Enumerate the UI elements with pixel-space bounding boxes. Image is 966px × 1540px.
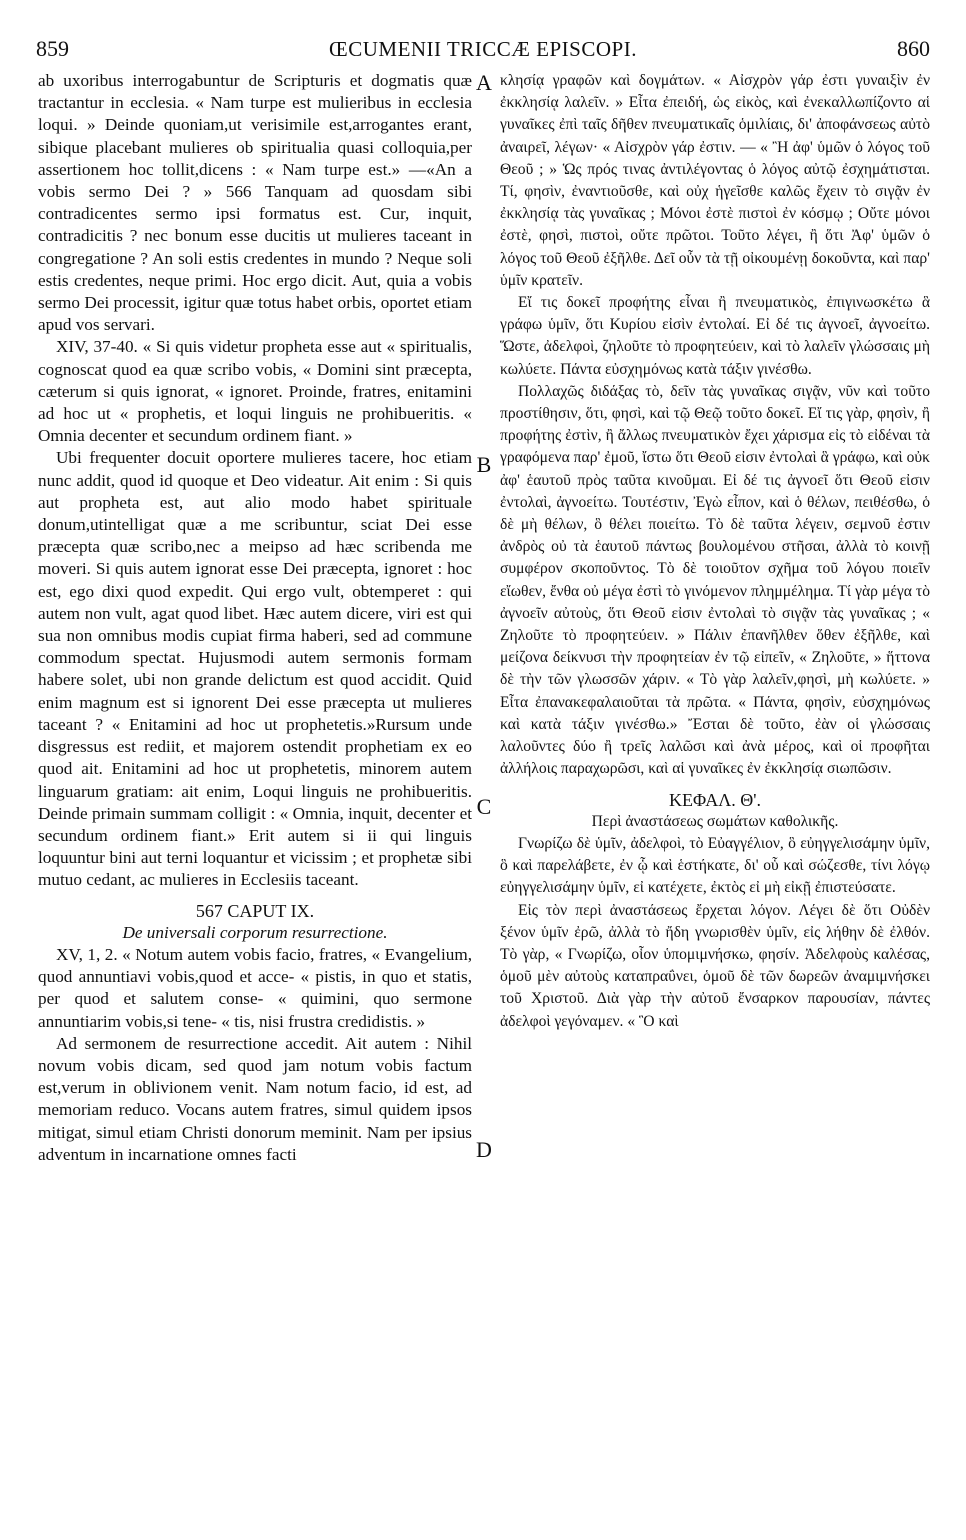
margin-marker-a: A [476, 70, 492, 95]
right-page-number: 860 [897, 36, 930, 61]
greek-chapter-heading: ΚΕΦΑΛ. Θ'. [668, 789, 762, 810]
latin-paragraph: XIV, 37-40. « Si quis videtur propheta esse aut « spiritualis, cognoscat quod ea quæ scribo vobis, « Domini sint præcepta, cæterum si quis ignorat, « ignoret. Proinde, fratres, enitamini ad hoc ut « prophetis, et loqui linguis ne prohibueritis. « Omnia decenter et secundum ordinem fiant. » [38, 337, 472, 446]
greek-paragraph: Πολλαχῶς διδάξας τὸ, δεῖν τὰς γυναῖκας σιγᾷν, νῦν καὶ τοῦτο προστίθησιν, ὅτι, φησὶ, καὶ τῷ Θεῷ τοῦτο δοκεῖ. Εἴ τις γὰρ, φησὶν, ἢ προφήτης ἐστὶν, ἢ ἄλλως πνευματικὸν ἔχει χάρισμα εἰς τὸ εἰδέναι τὰ γραφόμενα παρ' ἐμοῦ, ἴστω ὅτι Θεοῦ εἰσιν ἐντολαὶ ἃ γράφω, καὶ οὐκ ἀφ' ἑαυτοῦ πρὸς ταῦτα κινοῦμαι. Εἰ δέ τις ἀγνοεῖ ὅτι Θεοῦ εἰσιν ἐντολαὶ, ἀγνοείτω. Τουτέστιν, Ἐγὼ εἶπον, καὶ ὁ θέλων, πειθέσθω, ὁ δὲ μὴ θέλων, ὃ θέλει ποιείτω. Τὸ δὲ ταῦτα λέγειν, σεμνοῦ ἐστιν ἀνδρὸς οὐ τὰ ἑαυτοῦ πάντως βουλομένου στῆσαι, ἀλλὰ τὸ κοινῇ συμφέρον σκοποῦντος. Τὸ δὲ τοιοῦτον σχῆμα τοῦ λόγου ποιεῖν εἴωθεν, ἔνθα οὐ μέγα ἐστὶ τὸ γινόμενον πλημμέλημα. Τί γὰρ μέγα τὸ ἀγνοεῖν αὐτοὺς, ὅτι Θεοῦ εἰσιν ἐντολαὶ τὸ σιγᾷν τὰς γυναῖκας ; « Ζηλοῦτε τὸ προφητεύειν. » Πάλιν ἐπανῆλθεν ὅθεν ἐξῆλθε, καὶ μείζονα δείκνυσι τὴν προφητείαν ἐν τῷ εἰπεῖν, « Ζηλοῦτε, » ἥττονα δὲ τὴν τῶν γλωσσῶν χάριν. « Τὸ γὰρ λαλεῖν,φησὶ, μὴ κωλύετε. » Εἶτα ἐπανακεφαλαιοῦται τὰ πρῶτα. « Πάντα, φησὶν, εὐσχημόνως καὶ κατὰ τάξιν γινέσθω.» Ἔσται δὲ τοῦτο, ἐὰν οἱ γλώσσαις λαλοῦντες δύο ἢ τρεῖς λαλῶσι καὶ ἀνὰ μέρος, καὶ οἱ προφῆται ἀλλήλοις παραχωρῶσι, καὶ αἱ γυναῖκες ἐν ἐκκλησίᾳ σιωπῶσιν. [500, 382, 930, 778]
running-title: ŒCUMENII TRICCÆ EPISCOPI. [329, 37, 637, 61]
latin-chapter-heading: 567 CAPUT IX. [195, 900, 315, 921]
latin-paragraph: Ad sermonem de resurrectione accedit. Ait autem : Nihil novum vobis dicam, sed quod jam notum vobis factum est,verum in oblivionem venit. Nam notum facio, id est, ad memoriam reduco. Vocans autem fratres, simul quidem ipsos mitigat, simul etiam Christi donorum meminit. Nam per ipsius adventum in incarnatione omnes facti [38, 1033, 472, 1164]
latin-chapter-subtitle: De universali corporum resurrectione. [122, 922, 388, 942]
latin-paragraph: ab uxoribus interrogabuntur de Scripturis et dogmatis quæ tractantur in ecclesia. « Nam turpe est mulieribus in ecclesia loqui. » Deinde quoniam,ut verisimile est,arrogantes erant, sibique placebant mulieres ob spiritualia quasi colloquia,per assertionem hoc tollit,dicens : « Nam turpe est.» —«An a vobis sermo Dei ? » 566 Tanquam ad quosdam sibi contradicentes sermo ipsi formatus est. Cur, inquit, contradicitis ? nec bonum esse ducitis ut mulieres taceant in congregatione ? An soli estis credentes in mundo ? Neque soli estis credentes, neque primi. Hoc ergo dicit. Aut, quia a vobis sermo Dei processit, igitur quæ totus habet orbis, oportet etiam apud vos servari. [38, 71, 472, 335]
left-page-number: 859 [36, 36, 69, 61]
greek-chapter-subtitle: Περὶ ἀναστάσεως σωμάτων καθολικῆς. [591, 812, 839, 830]
margin-marker-b: B [476, 452, 492, 477]
latin-paragraph: Ubi frequenter docuit oportere mulieres tacere, hoc etiam nunc addit, quod id quoque et Deo videatur. Ait enim : Si quis aut propheta est, aut alio modo habet spirituale donum,utintelligat quæ a me scribuntur, sciat Dei esse præcepta quæ scribo,nec a meipso ad hæc scribenda me moveri. Si quis autem ignorat esse Dei præcepta, ignoret : hoc est, ego dixi quod expedit. Qui ergo vult, obtemperet : qui autem non vult, agat quod libet. Hæc autem dicere, viri est qui sua non omnibus modis cupiat firma haberi, sed ad commune commodum spectat. Hujusmodi autem sermonis formam habere solet, ubi non grande delictum est quod accidit. Quid enim magnum est si ignorent Dei esse præcepta ut mulieres taceant ? « Enitamini ad hoc ut prophetetis.»Rursum unde disgressus est rediit, et majorem ostendit prophetiam ex eo quod ait. Enitamini ad hoc ut prophetetis, minorem autem linguarum gratiam: ait enim, Loqui linguis ne prohibueritis. Deinde primain summam colligit : « Omnia, inquit, decenter et secundum ordinem fiant.» Erit autem si ii qui linguis loquuntur bini aut terni loquantur et vicissim ; et prophetæ sibi mutuo cedant, ac mulieres in Ecclesiis taceant. [38, 448, 472, 890]
margin-marker-c: C [476, 794, 492, 819]
latin-column [38, 70, 472, 1166]
greek-paragraph: Εἰς τὸν περὶ ἀναστάσεως ἔρχεται λόγον. Λέγει δὲ ὅτι Οὐδὲν ξένον ὑμῖν ἐρῶ, ἀλλὰ τὸ ἤδη γνωρισθὲν ὑμῖν, εἰς λήθην δὲ ἐλθόν. Τὸ γὰρ, « Γνωρίζω, οἷον ὑπομιμνήσκω, φησίν. Ἀδελφοὺς καλέσας, ὁμοῦ μὲν αὐτοὺς καταπραΰνει, ὁμοῦ δὲ τῶν δωρεῶν ἀναμιμνήσκει τοῦ Χριστοῦ. Διὰ γὰρ τὴν αὐτοῦ ἔνσαρκον παρουσίαν, πάντες ἀδελφοὶ γεγόναμεν. « Ὃ καὶ [500, 901, 930, 1030]
greek-column [500, 70, 930, 1033]
greek-paragraph: Εἴ τις δοκεῖ προφήτης εἶναι ἢ πνευματικὸς, ἐπιγινωσκέτω ἃ γράφω ὑμῖν, ὅτι Κυρίου εἰσὶν ἐντολαί. Εἰ δέ τις ἀγνοεῖ, ἀγνοείτω. Ὥστε, ἀδελφοὶ, ζηλοῦτε τὸ προφητεύειν, καὶ τὸ λαλεῖν γλώσσαις μὴ κωλύετε. Πάντα εὐσχημόνως κατὰ τάξιν γινέσθω. [500, 294, 930, 378]
latin-paragraph: XV, 1, 2. « Notum autem vobis facio, fratres, « Evangelium, quod annuntiavi vobis,quod et acce- « pistis, in quo et statis, per quod et salutem conse- « quimini, quo sermone annuntiarim vobis,si tene- « tis, nisi frustra credidistis. » [38, 944, 472, 1031]
page-header [36, 36, 930, 66]
margin-marker-d: D [476, 1137, 492, 1162]
greek-paragraph: Γνωρίζω δὲ ὑμῖν, ἀδελφοὶ, τὸ Εὐαγγέλιον, ὃ εὐηγγελισάμην ὑμῖν, ὃ καὶ παρελάβετε, ἐν ᾧ καὶ ἑστήκατε, δι' οὗ καὶ σώζεσθε, τίνι λόγῳ εὐηγγελισάμην ὑμῖν, εἰ κατέχετε, ἐκτὸς εἰ μὴ εἰκῇ ἐπιστεύσατε. [500, 834, 930, 897]
greek-paragraph: κλησίᾳ γραφῶν καὶ δογμάτων. « Αἰσχρὸν γάρ ἐστι γυναιξὶν ἐν ἐκκλησίᾳ λαλεῖν. » Εἶτα ἐπειδή, ὡς εἰκὸς, καὶ ἐνεκαλλωπίζοντο αἱ γυναῖκες ἐπὶ ταῖς δῆθεν πνευματικαῖς ὁμιλίαις, δι' ἀποφάνσεως αὐτὸ ἀναιρεῖ, λέγων· « Αἰσχρὸν γάρ ἐστιν. — « Ἢ ἀφ' ὑμῶν ὁ λόγος τοῦ Θεοῦ ; » Ὡς πρός τινας ἀντιλέγοντας ὁ λόγος αὐτῷ ἐσχημάτισται. Τί, φησὶν, ἐναντιοῦσθε, καὶ οὐχ ἡγεῖσθε καλῶς ἔχειν τὸ σιγᾷν ἐν ἐκκλησίᾳ τὰς γυναῖκας ; Μόνοι ἐστὲ πιστοὶ ἐν κόσμῳ ; Οὔτε μόνοι ἐστὲ, φησὶ, πιστοὶ, οὔτε πρῶτοι. Τοῦτο λέγει, ἢ ὅτι Ἀφ' ὑμῶν ὁ λόγος τοῦ Θεοῦ ἐξῆλθε. Δεῖ οὖν τὰ τῇ οἰκουμένῃ δοκοῦντα, καὶ παρ' ὑμῖν κρατεῖν. [500, 72, 930, 289]
